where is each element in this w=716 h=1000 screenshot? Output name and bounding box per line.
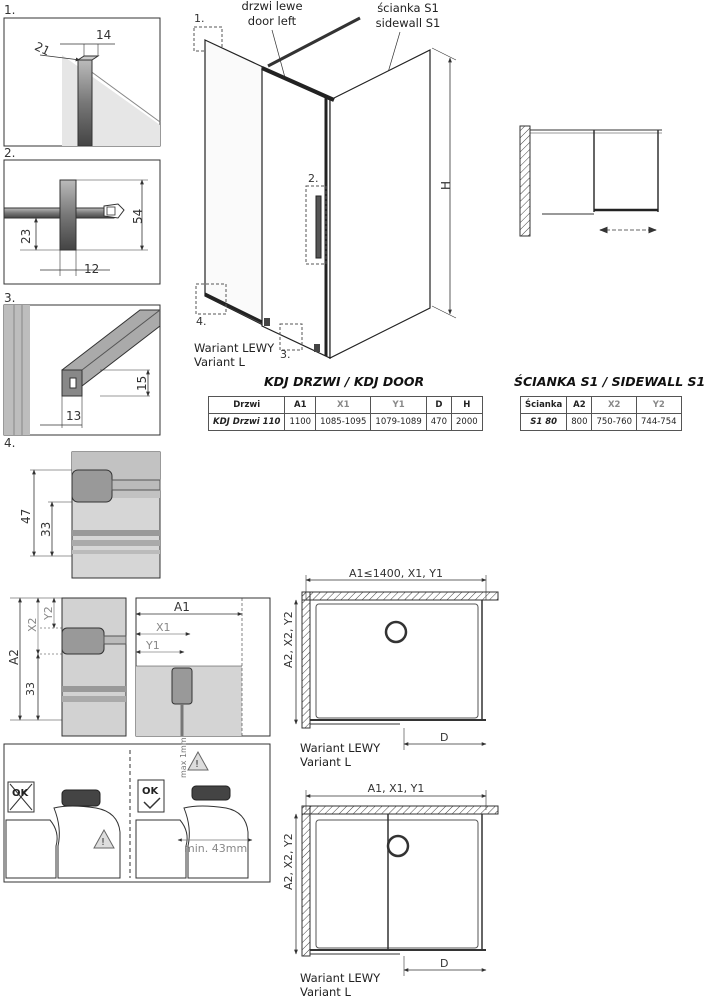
detail-2-dim-w: 12 (84, 262, 100, 276)
plan-top-side: A2, X2, Y2 (282, 611, 295, 668)
wall-table-cell: 744-754 (637, 414, 682, 431)
door-table-title: KDJ DRZWI / KDJ DOOR (264, 374, 425, 389)
detail-4-number: 4. (4, 436, 16, 450)
plan-bottom-width: A1, X1, Y1 (367, 782, 425, 795)
measure-y2-label: Y2 (42, 606, 55, 620)
door-table-cell: 1085-1095 (316, 414, 371, 431)
detail-2-dim-h: 54 (131, 208, 145, 224)
measure-x1-label: X1 (156, 621, 171, 634)
detail-1-number: 1. (4, 3, 16, 17)
min-label: min. 43mm (184, 842, 248, 855)
plan-top-width: A1≤1400, X1, Y1 (349, 567, 443, 580)
detail-3-number: 3. (4, 291, 16, 305)
measure-a1-label: A1 (174, 600, 190, 614)
door-table-cell: KDJ Drzwi 110 (209, 414, 285, 431)
detail-3 (4, 291, 160, 435)
plan-bottom-d: D (440, 957, 449, 970)
plan-bottom-variant-en: Variant L (300, 985, 351, 999)
door-table (208, 396, 483, 431)
measure-y1-label: Y1 (146, 639, 160, 652)
callout-1: 1. (194, 12, 205, 25)
main-variant-en: Variant L (194, 355, 245, 369)
plan-bottom-side: A2, X2, Y2 (282, 833, 295, 890)
detail-1-dim-b: 14 (96, 28, 112, 42)
max-label: max 1mm (179, 737, 188, 778)
install-panel (4, 737, 270, 882)
detail-2 (4, 146, 160, 284)
wall-table-cell: 750-760 (592, 414, 637, 431)
door-table-header-row (209, 397, 483, 414)
detail-3-dim-h: 15 (135, 375, 149, 391)
measure-a2 (7, 598, 126, 736)
ok-label-2: OK (142, 786, 159, 797)
door-table-header-cell: X1 (316, 397, 371, 414)
small-elevation (520, 126, 662, 236)
ok-label-1: OK (12, 788, 29, 799)
door-table-cell: 1100 (285, 414, 316, 431)
door-table-header-cell: D (426, 397, 451, 414)
wall-table-title: ŚCIANKA S1 / SIDEWALL S1 (514, 374, 706, 389)
main-variant-pl: Wariant LEWY (194, 341, 275, 355)
door-table-header-cell: Y1 (371, 397, 426, 414)
callout-4: 4. (196, 315, 207, 328)
door-table-cell: 2000 (452, 414, 483, 431)
door-table-header-cell: Drzwi (209, 397, 285, 414)
callout-2: 2. (308, 172, 319, 185)
plan-top-variant-en: Variant L (300, 755, 351, 769)
detail-3-dim-w: 13 (66, 409, 82, 423)
detail-4 (4, 436, 160, 578)
plan-bottom (282, 782, 498, 999)
door-table-cell: 470 (426, 414, 451, 431)
svg-text:!: ! (195, 759, 200, 770)
door-table-header-cell: A1 (285, 397, 316, 414)
door-table-header-cell: H (452, 397, 483, 414)
wall-label-pl: ścianka S1 (377, 1, 439, 15)
main-drawing (194, 0, 456, 369)
wall-table-cell: 800 (567, 414, 592, 431)
plan-top-variant-pl: Wariant LEWY (300, 741, 381, 755)
wall-table-cell: S1 80 (521, 414, 567, 431)
wall-table (520, 396, 682, 431)
detail-2-dim-v: 23 (19, 228, 33, 244)
detail-1-dim-a: 21 (32, 39, 53, 59)
detail-1 (4, 3, 160, 146)
detail-4-dim-inner: 33 (39, 521, 53, 537)
measure-a2-label: A2 (7, 649, 21, 665)
height-label: H (439, 180, 453, 190)
wall-table-header-cell: Ścianka (521, 397, 567, 414)
detail-2-number: 2. (4, 146, 16, 160)
wall-table-row (521, 414, 682, 431)
plan-top-d: D (440, 731, 449, 744)
wall-table-header-row (521, 397, 682, 414)
wall-table-header-cell: A2 (567, 397, 592, 414)
door-table-cell: 1079-1089 (371, 414, 426, 431)
callout-3: 3. (280, 348, 291, 361)
door-table-row (209, 414, 483, 431)
plan-top (282, 567, 498, 769)
wall-table-header-cell: Y2 (637, 397, 682, 414)
detail-4-dim-outer: 47 (19, 508, 33, 524)
wall-table-header-cell: X2 (592, 397, 637, 414)
door-label-en: door left (247, 14, 297, 28)
plan-bottom-variant-pl: Wariant LEWY (300, 971, 381, 985)
svg-text:!: ! (101, 837, 106, 848)
measure-33-label: 33 (24, 682, 37, 696)
measure-a1 (136, 598, 270, 736)
door-label-pl: drzwi lewe (241, 0, 303, 13)
wall-label-en: sidewall S1 (375, 16, 441, 30)
measure-x2-label: X2 (26, 617, 39, 632)
